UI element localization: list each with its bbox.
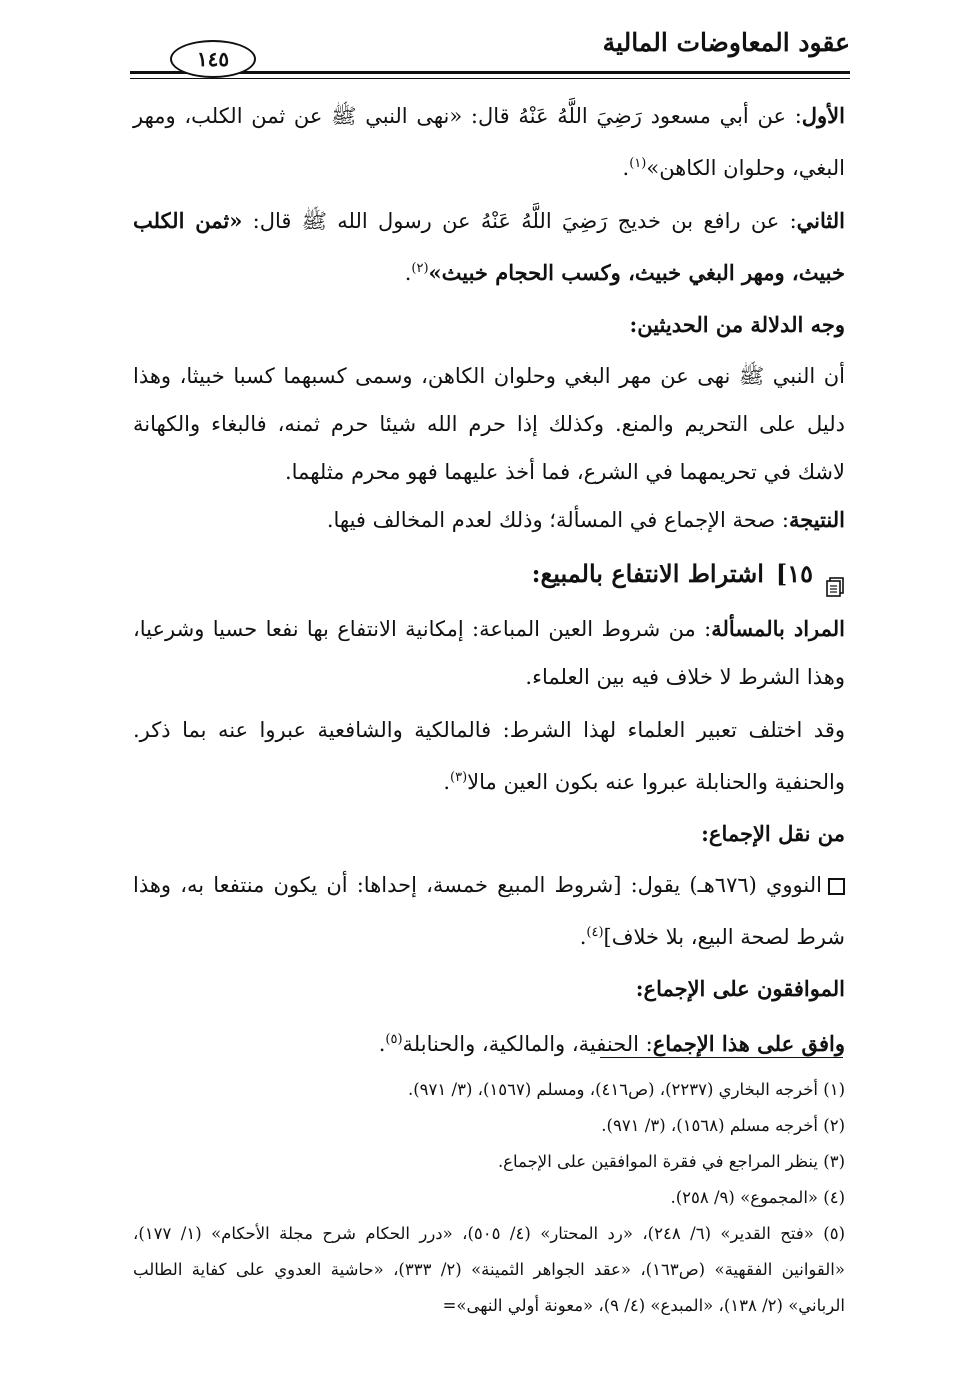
section-title: اشتراط الانتفاع بالمبيع:	[531, 559, 764, 588]
checkbox-bullet-icon	[828, 878, 845, 895]
label-result: النتيجة	[788, 507, 845, 532]
nawawi-text: النووي (٦٧٦هـ) يقول: [شروط المبيع خمسة، إحداها: أن يكون منتفعا به، وهذا شرط لصحة البيع، بلا خلاف]	[133, 873, 845, 949]
paragraph-second-hadith: الثاني: عن رافع بن خديج رَضِيَ اللَّهُ عَنْهُ عن رسول الله ﷺ قال: «ثمن الكلب خبيث، ومهر البغي خبيث، وكسب الحجام خبيث»$^{(٢)}$.	[133, 208, 845, 285]
footnote-ref-1[interactable]: (١)	[629, 156, 647, 171]
heading-muwafiqun: الموافقون على الإجماع:	[635, 976, 845, 1001]
section-heading	[133, 549, 845, 599]
footnote-ref-5[interactable]: (٥)	[385, 1032, 403, 1047]
footnotes	[133, 1072, 845, 1324]
paragraph-first-hadith: الأول: عن أبي مسعود رَضِيَ اللَّهُ عَنْهُ قال: «نهى النبي ﷺ عن ثمن الكلب، ومهر البغي، وحلوان الكاهن»$^{(١)}$.	[133, 103, 845, 180]
footnote-ref-3[interactable]: (٣)	[450, 770, 468, 785]
footnote-ref-4[interactable]: (٤)	[586, 925, 604, 940]
first-hadith-text: : عن أبي مسعود رَضِيَ اللَّهُ عَنْهُ قال: «نهى النبي ﷺ عن ثمن الكلب، ومهر البغي، وحلوان الكاهن»	[133, 104, 845, 180]
label-agreement: وافق على هذا الإجماع	[652, 1031, 845, 1056]
header-rule-thin	[130, 78, 850, 79]
second-hadith-intro: : عن رافع بن خديج رَضِيَ اللَّهُ عَنْهُ عن رسول الله ﷺ قال:	[242, 209, 797, 233]
bookmark-icon	[825, 564, 845, 584]
footnote-1: (١) أخرجه البخاري (٢٢٣٧)، (ص٤١٦)، ومسلم (١٥٦٧)، (٣/ ٩٧١).	[407, 1080, 845, 1099]
label-second: الثاني	[796, 208, 845, 233]
heading-dalala: وجه الدلالة من الحديثين:	[629, 312, 845, 337]
label-first: الأول	[801, 103, 845, 128]
footnote-ref-2[interactable]: (٢)	[411, 261, 429, 276]
result-text: : صحة الإجماع في المسألة؛ وذلك لعدم المخالف فيها.	[326, 508, 789, 532]
second-hadith-quote: «ثمن الكلب خبيث، ومهر البغي خبيث، وكسب الحجام خبيث»	[133, 208, 845, 285]
scholars-expression-text: وقد اختلف تعبير العلماء لهذا الشرط: فالمالكية والشافعية عبروا عنه بما ذكر. والحنفية والحنابلة عبروا عنه بكون العين مالا	[133, 718, 845, 794]
footnote-3: (٣) ينظر المراجع في فقرة الموافقين على الإجماع.	[497, 1152, 845, 1171]
running-header	[130, 18, 850, 80]
paragraph-meaning	[133, 605, 845, 701]
book-title: عقود المعاوضات المالية	[602, 28, 850, 57]
footnote-4: (٤) «المجموع» (٩/ ٢٥٨).	[670, 1188, 845, 1207]
paragraph-agreement: وافق على هذا الإجماع: الحنفية، والمالكية، والحنابلة$^{(٥)}$.	[378, 1031, 845, 1056]
footnote-5: (٥) «فتح القدير» (٦/ ٢٤٨)، «رد المحتار» (٤/ ٥٠٥)، «درر الحكام شرح مجلة الأحكام» (١/ ١٧٧)، «القوانين الفقهية» (ص١٦٣)، «عقد الجواهر الثمينة» (٢/ ٣٣٣)، «حاشية العدوي على كفاية الطالب الرباني» (٢/ ١٣٨)، «المبدع» (٤/ ٩)، «معونة أولي النهى»=	[133, 1224, 846, 1315]
page-number	[170, 40, 256, 78]
section-number: ١٥]	[775, 559, 813, 588]
page-number-text: ١٤٥	[196, 47, 230, 71]
main-text	[133, 92, 845, 1073]
meaning-text: : من شروط العين المباعة: إمكانية الانتفاع بها نفعا حسيا وشرعيا، وهذا الشرط لا خلاف فيه بين العلماء.	[133, 617, 845, 689]
label-meaning: المراد بالمسألة	[711, 616, 845, 641]
footnote-separator	[600, 1057, 843, 1058]
paragraph-scholars-expression: وقد اختلف تعبير العلماء لهذا الشرط: فالمالكية والشافعية عبروا عنه بما ذكر. والحنفية والحنابلة عبروا عنه بكون العين مالا$^{(٣)}$.	[133, 718, 845, 794]
footnote-2: (٢) أخرجه مسلم (١٥٦٨)، (٣/ ٩٧١).	[601, 1116, 845, 1135]
paragraph-dalala: أن النبي ﷺ نهى عن مهر البغي وحلوان الكاهن، وسمى كسبهما كسبا خبيثا، وهذا دليل على التحريم والمنع. وكذلك إذا حرم الله شيئا حرم ثمنه، فالبغاء والكهانة لاشك في تحريمهما في الشرع، فما أخذ عليهما فهو محرم مثلهما.	[133, 364, 845, 484]
agreement-text: : الحنفية، والمالكية، والحنابلة	[402, 1032, 653, 1056]
paragraph-nawawi: النووي (٦٧٦هـ) يقول: [شروط المبيع خمسة، إحداها: أن يكون منتفعا به، وهذا شرط لصحة البيع، بلا خلاف]$^{(٤)}$.	[133, 873, 845, 949]
paragraph-result	[133, 496, 845, 544]
heading-naql: من نقل الإجماع:	[701, 821, 845, 846]
